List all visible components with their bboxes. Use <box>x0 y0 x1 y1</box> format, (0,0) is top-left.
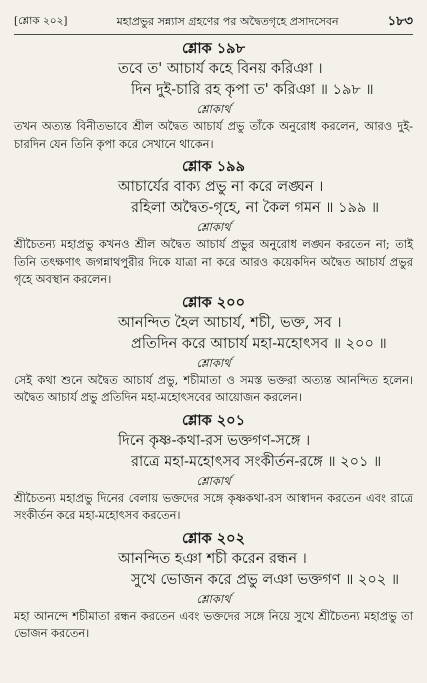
translation-label: শ্লোকার্থ <box>196 591 231 606</box>
translation-text: শ্রীচৈতন্য মহাপ্রভু কখনও শ্রীল অদ্বৈত আচার্য প্রভুর অনুরোধ লঙ্ঘন করতেন না; তাই তিনি তৎক্ষণাৎ জগন্নাথপুরীর দিকে যাত্রা না করে আরও কয়েকদিন অদ্বৈত আচার্য প্রভুর গৃহে অবস্থান করলেন। <box>14 237 413 286</box>
verse-block <box>14 39 413 153</box>
verse-number: শ্লোক ২০০ <box>181 293 246 311</box>
verse-line: দিনে কৃষ্ণ-কথা-রস ভক্তগণ-সঙ্গে । <box>118 432 311 449</box>
verse-block <box>14 411 413 525</box>
verse-line: দিন দুই-চারি রহ কৃপা ত' করিঞা ॥ ১৯৮ ॥ <box>131 82 374 98</box>
verse-number: শ্লোক ২০২ <box>181 529 246 547</box>
translation-label: শ্লোকার্থ <box>196 473 231 488</box>
verse-number: শ্লোক ১৯৯ <box>182 158 245 175</box>
verse-line: রহিলা অদ্বৈত-গৃহে, না কৈল গমন ॥ ১৯৯ ॥ <box>131 200 380 216</box>
verse-block <box>14 529 413 643</box>
verse-line: আচার্যের বাক্য প্রভু না করে লঙ্ঘন । <box>118 179 324 195</box>
verse-reference: [শ্লোক ২০২] <box>14 14 68 27</box>
translation-text: সেই কথা শুনে অদ্বৈত আচার্য প্রভু, শচীমাতা ও সমস্ত ভক্তরা অত্যন্ত আনন্দিত হলেন। অদ্বৈত আচার্য প্রভু প্রতিদিন মহা-মহোৎসবের আয়োজন করলেন। <box>14 372 413 404</box>
page-header <box>14 10 413 35</box>
translation-label: শ্লোকার্থ <box>196 102 231 116</box>
verse-number: শ্লোক ২০১ <box>181 411 245 429</box>
verse-line: সুখে ভোজন করে প্রভু লঞা ভক্তগণ ॥ ২০২ ॥ <box>131 571 400 588</box>
page-number: ১৮৩ <box>387 13 413 29</box>
verse-number: শ্লোক ১৯৮ <box>182 40 245 57</box>
verse-block <box>14 157 413 289</box>
translation-label: শ্লোকার্থ <box>196 220 231 234</box>
verse-block <box>14 293 413 407</box>
verse-line: তবে ত' আচার্য কহে বিনয় করিঞা । <box>118 61 323 77</box>
verse-line: রাত্রে মহা-মহোৎসব সংকীর্তন-রঙ্গে ॥ ২০১ ॥ <box>131 453 382 470</box>
translation-text: তখন অত্যন্ত বিনীতভাবে শ্রীল অদ্বৈত আচার্য প্রভু তাঁকে অনুরোধ করলেন, আরও দুই-চারদিন যেন তিনি কৃপা করে সেখানে থাকেন। <box>14 119 413 151</box>
verse-line: আনন্দিত হঞা শচী করেন রন্ধন । <box>118 550 307 567</box>
translation-text: শ্রীচৈতন্য মহাপ্রভু দিনের বেলায় ভক্তদের সঙ্গে কৃষ্ণকথা-রস আস্বাদন করতেন এবং রাত্রে সংকীর্তন করে মহা-মহোৎসব করতেন। <box>14 490 413 522</box>
translation-label: শ্লোকার্থ <box>196 355 231 370</box>
verse-line: আনন্দিত হৈল আচার্য, শচী, ভক্ত, সব । <box>118 314 342 331</box>
translation-text: মহা আনন্দে শচীমাতা রন্ধন করতেন এবং ভক্তদের সঙ্গে নিয়ে সুখে শ্রীচৈতন্য মহাপ্রভু তা ভোজন করতেন। <box>14 608 413 640</box>
running-title: মহাপ্রভুর সন্ন্যাস গ্রহণের পর অদ্বৈতগৃহে প্রসাদসেবন <box>116 14 339 28</box>
verse-line: প্রতিদিন করে আচার্য মহা-মহোৎসব ॥ ২০০ ॥ <box>131 335 387 352</box>
